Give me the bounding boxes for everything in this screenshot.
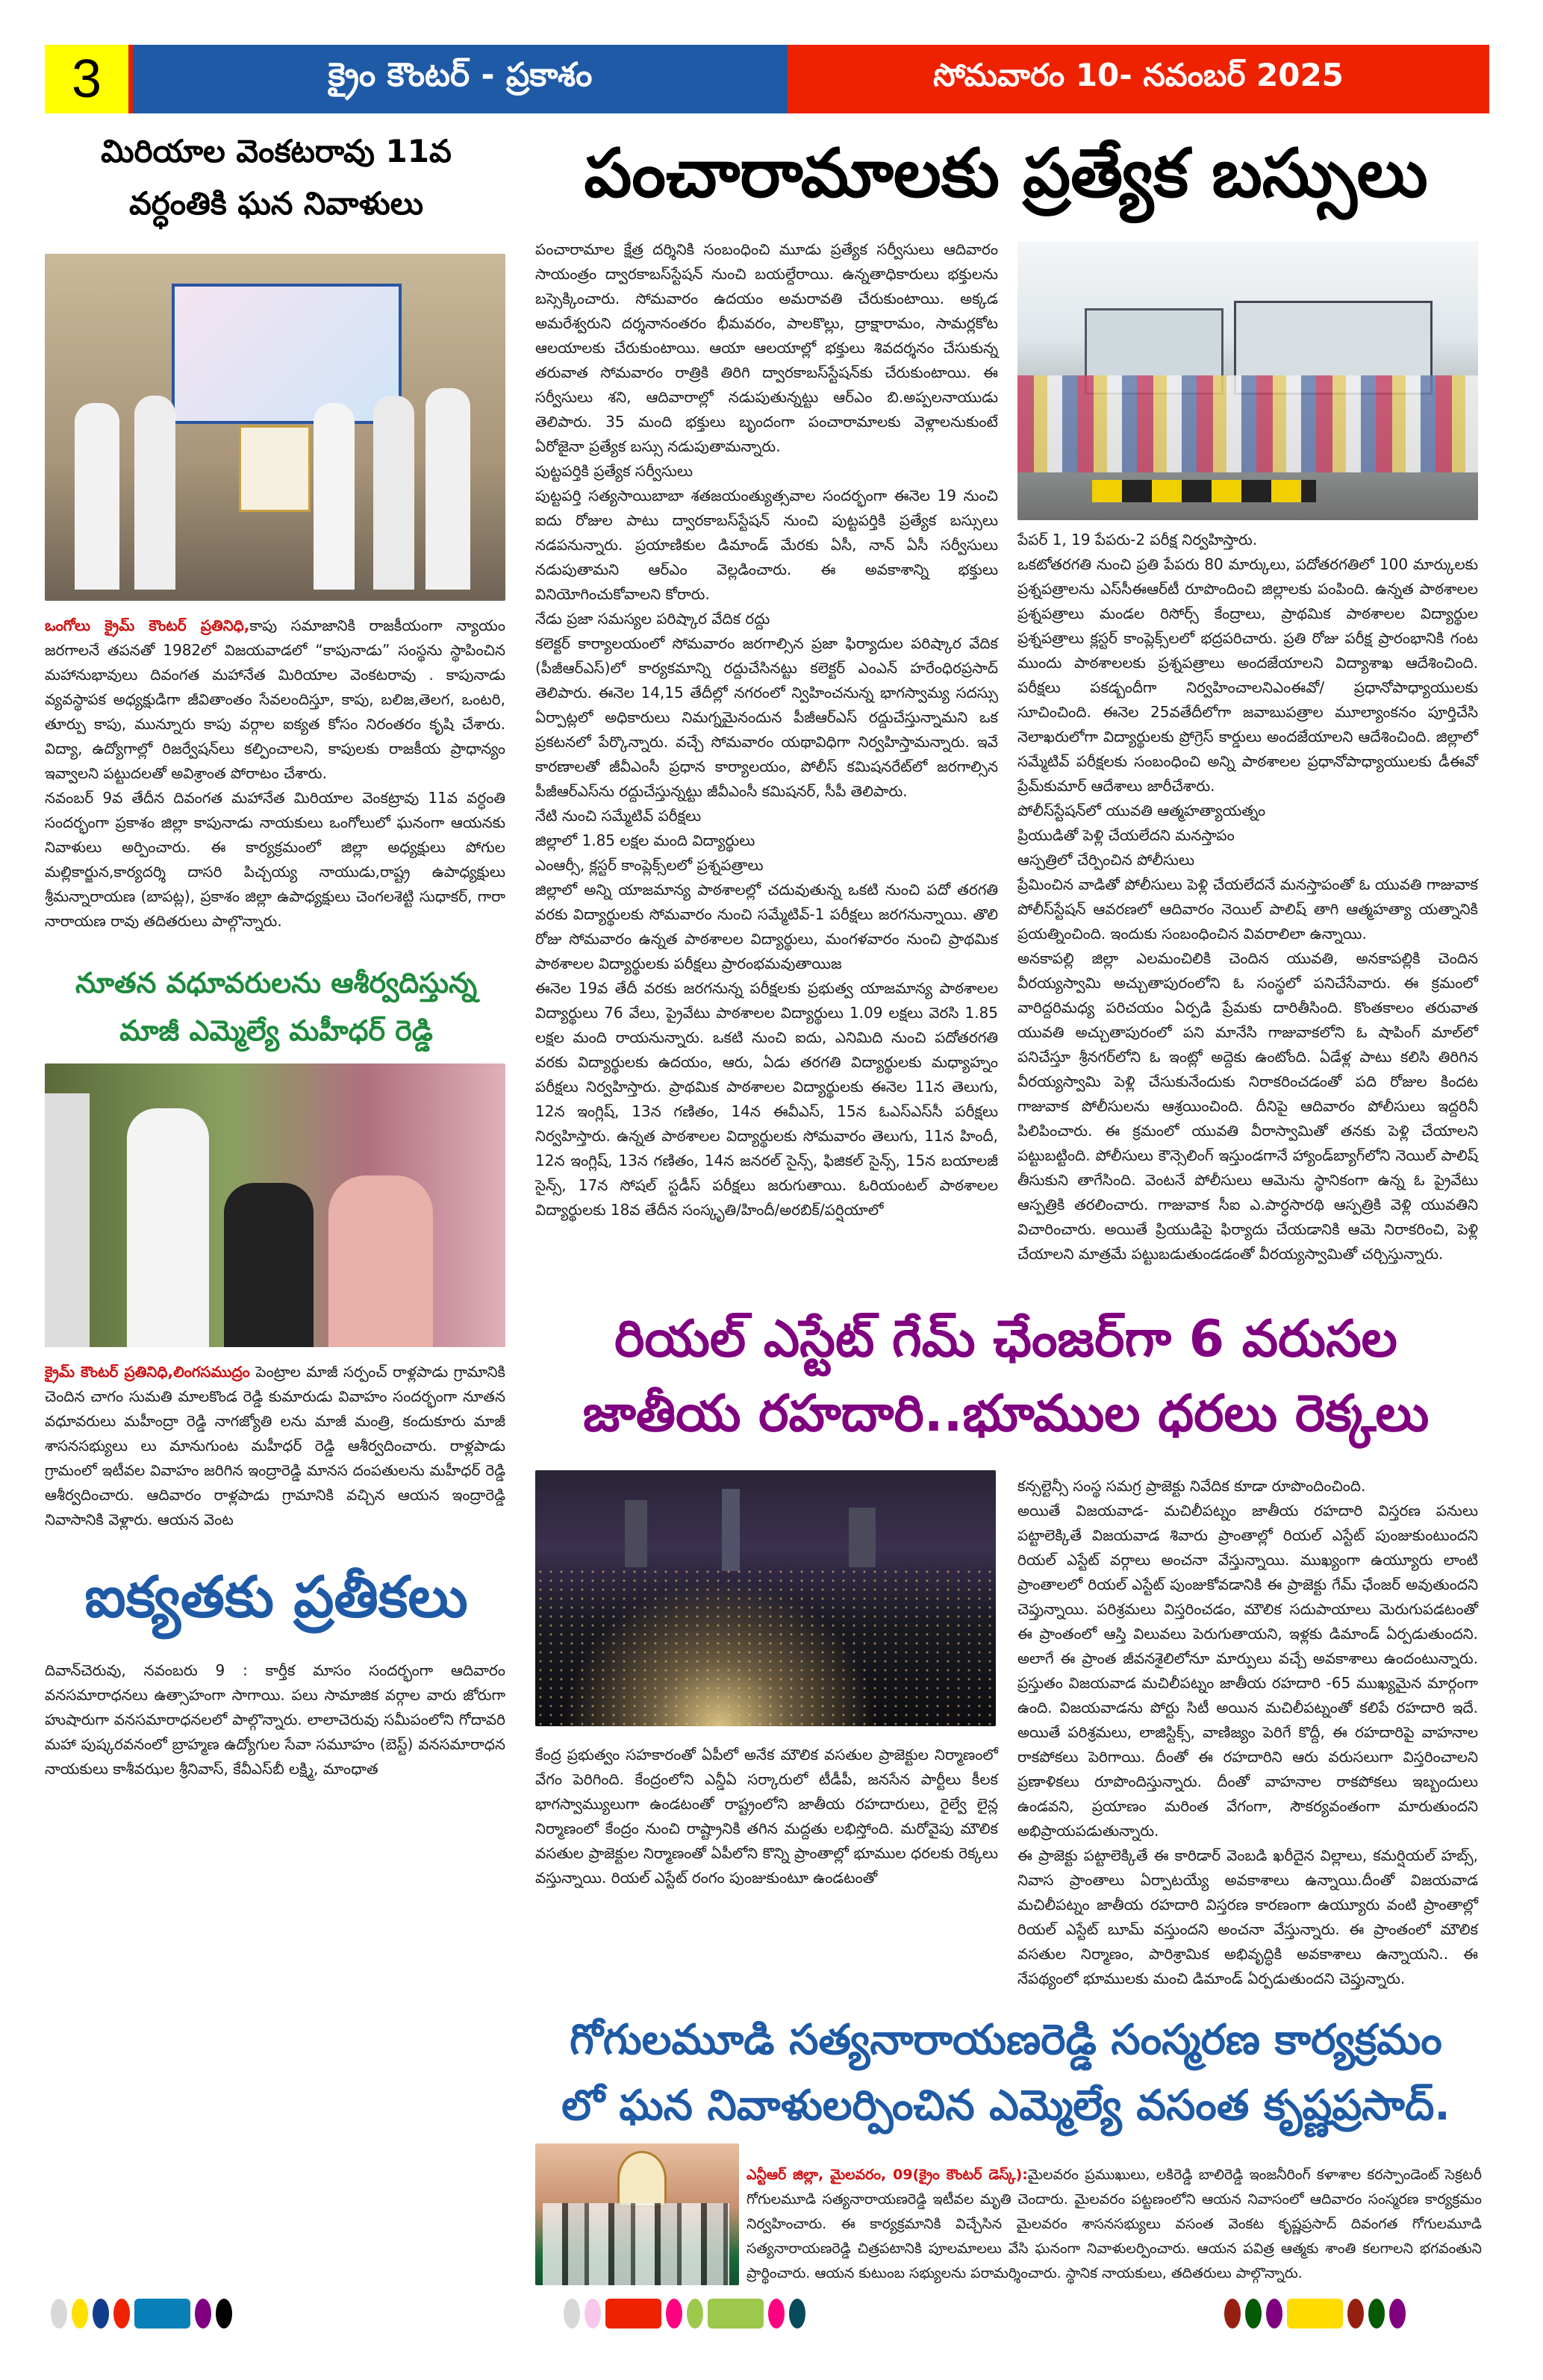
subheading: నేటి నుంచి సమ్మేటివ్ పరీక్షలు <box>535 807 702 825</box>
color-dot <box>93 2299 109 2329</box>
color-strip-center <box>564 2299 805 2329</box>
headline-line: నూతన వధూవరులను ఆశీర్వదిస్తున్న <box>75 966 478 999</box>
issue-date: సోమవారం 10- నవంబర్ 2025 <box>788 45 1489 113</box>
color-dot <box>216 2299 232 2329</box>
paragraph: దివాన్‌చెరువు, నవంబరు 9 : కార్తీక మాసం సందర్భంగా ఆదివారం వనసమారాధనలు ఉత్సాహంగా సాగాయి. పలు సామాజిక వర్గాల వారు జోరుగా హుషారుగా వనసమారాధనలలో పాల్గొన్నారు. లాలాచెరువు సమీపంలోని గోదావరి మహా పుష్కరవనంలో బ్రాహ్మణ ఉద్యోగుల సేవా సమూహం (బెస్ట్) వనసమారాధన నాయకులు కాశీవఝల శ్రీనివాస్, కేవీఎస్‌బీ లక్ష్మి, మాంధాత <box>45 1661 505 1778</box>
color-strip-left <box>51 2299 232 2329</box>
color-dot <box>666 2299 682 2329</box>
memorial-photo <box>535 2143 739 2285</box>
subheading: నేడు ప్రజా సమస్యల పరిష్కార వేదిక రద్దు <box>535 610 770 628</box>
color-bar <box>134 2299 190 2329</box>
headline-line: గోగులమూడి సత్యనారాయణరెడ్డి సంస్మరణ కార్యక్రమం <box>570 2016 1442 2064</box>
color-dot <box>195 2299 211 2329</box>
miriyala-headline <box>45 125 508 230</box>
color-bar <box>605 2299 661 2329</box>
subheading: జిల్లాలో 1.85 లక్షల మంది విద్యార్థులు <box>535 831 755 849</box>
subheading: పోలీస్‌స్టేషన్‌లో యువతి ఆత్మహత్యాయత్నం <box>1017 802 1266 819</box>
headline-line: రియల్ ఎస్టేట్ గేమ్ ఛేంజర్‌గా 6 వరుసల <box>614 1310 1397 1369</box>
paragraph: పేపర్ 1, 19 పేపరు-2 పరీక్ష నిర్వహిస్తారు. <box>1017 531 1258 549</box>
headline-line: మిరియాల వెంకటరావు 11వ <box>101 133 452 169</box>
color-dot <box>1368 2299 1385 2329</box>
color-dot <box>1224 2299 1241 2329</box>
subheading: ఎంఆర్సీ, క్లస్టర్ కాంప్లెక్స్‌లలో ప్రశ్నపత్రాలు <box>535 856 764 874</box>
paragraph: పుట్టపర్తి సత్యసాయిబాబా శతజయంత్యుత్సవాల సందర్భంగా ఈనెల 19 నుంచి ఐదు రోజుల పాటు ద్వారకాబస్‌స్టేషన్ నుంచి పుట్టపర్తికి ప్రత్యేక బస్సులు నడపనున్నారు. ప్రయాణికుల డిమాండ్ మేరకు ఏసీ, నాన్ ఏసీ సర్వీసులు నడుపుతామని ఆర్‌ఎం వెల్లడించారు. ఈ అవకాశాన్ని భక్తులు వినియోగించుకోవాలని కోరారు. <box>535 487 998 603</box>
color-dot <box>564 2299 580 2329</box>
buses-article-body-continued <box>1017 528 1478 1266</box>
paragraph: ఈనెల 19వ తేదీ వరకు జరగనున్న పరీక్షలకు ప్రభుత్వ యాజమాన్య పాఠశాలల విద్యార్థులు 76 వేలు, ప్రైవేటు పాఠశాలల విద్యార్థులు 1.09 లక్షలు వెరసి 1.85 లక్షల మంది రాయనున్నారు. ఒకటి నుంచి ఐదు, ఎనిమిది నుంచి పదోతరగతి వరకు విద్యార్థులకు ఉదయం, ఆరు, ఏడు తరగతి విద్యార్థులకు మధ్యాహ్నం పరీక్షలు నిర్వహిస్తారు. ప్రాథమిక పాఠశాలల విద్యార్థులకు ఈనెల 11న తెలుగు, 12న ఇంగ్లిష్, 13న గణితం, 14న ఈవీఎస్, 15న ఓఎస్‌ఎస్‌సీ పరీక్షలు నిర్వహిస్తారు. ఉన్నత పాఠశాలల విద్యార్థులకు సోమవారం తెలుగు, 11న హిందీ, 12న ఇంగ్లిష్, 13న గణితం, 14న జనరల్ సైన్స్, ఫిజికల్ సైన్స్, 15న బయాలజీ సైన్స్, 17న సోషల్ స్టడీస్ పరీక్షలు జరుగుతాయి. ఓరియంటల్ పాఠశాలల విద్యార్థులకు 18వ తేదీన సంస్కృతి/హిందీ/అరబిక్/పర్షియాలో <box>535 979 998 1219</box>
color-dot <box>72 2299 88 2329</box>
paragraph: కలెక్టర్ కార్యాలయంలో సోమవారం జరగాల్సిన ప్రజా ఫిర్యాదుల పరిష్కార వేదిక (పీజీఆర్‌ఎస్)లో కార్యకమాన్ని రద్దుచేసినట్టు కలెక్టర్ ఎంఎన్ హరేంధిరప్రసాద్ తెలిపారు. ఈనెల 14,15 తేదీల్లో నగరంలో న్విహించనున్న భాగస్వామ్య సదస్సు ఏర్పాట్లలో అధికారులు నిమగ్నమైనందున పీజీఆర్‌ఎస్ రద్దుచేస్తున్నామని ఒక ప్రకటనలో పేర్కొన్నారు. వచ్చే సోమవారం యథావిధిగా నిర్వహిస్తామన్నారు. ఇవే కారణాలతో జీవీఎంసీ ప్రధాన కార్యాలయం, పోలీస్ కమిషనరేట్‌లో జరగాల్సిన పీజీఆర్‌ఎస్‌ను రద్దుచేస్తున్నట్టు జీవీఎంసీ కమిషనర్, సీపీ తెలిపారు. <box>535 634 998 800</box>
paragraph: జిల్లాలో అన్ని యాజమాన్య పాఠశాలల్లో చదువుతున్న ఒకటి నుంచి పదో తరగతి వరకు విద్యార్థులకు సోమవారం నుంచి సమ్మేటివ్-1 పరీక్షలు జరగనున్నాయి. తొలి రోజు సోమవారం ఉన్నత పాఠశాలల విద్యార్థులు, మంగళవారం నుంచి ప్రాథమిక పాఠశాలల విద్యార్థులకు పరీక్షలు ప్రారంభమవుతాయిజ <box>535 881 998 972</box>
headline-line: వర్ధంతికి ఘన నివాళులు <box>128 185 424 222</box>
color-dot <box>1266 2299 1282 2329</box>
paragraph: నవంబర్ 9వ తేదీన దివంగత మహానేత మిరియాల వెంకట్రావు 11వ వర్ధంతి సందర్భంగా ప్రకాశం జిల్లా కాపునాడు నాయకులు ఒంగోలులో ఘనంగా ఆయనకు నివాళులు అర్పించారు. ఈ కార్యక్రమంలో జిల్లా అధ్యక్షులు పోగుల మల్లికార్జున,కార్యదర్శి దాసరి పిచ్చయ్య నాయుడు,రాష్ట్ర ఉపాధ్యక్షులు శ్రీమన్నారాయణ (బాపట్ల), ప్రకాశం జిల్లా ఉపాధ్యక్షులు చెంగలశెట్టి సుధాకర్, గారా నారాయణ రావు తదితరులు పాల్గొన్నారు. <box>45 789 505 930</box>
wedding-article-body <box>45 1360 505 1532</box>
page-number: 3 <box>45 45 133 113</box>
subheading: పుట్టపర్తికి ప్రత్యేక సర్వీసులు <box>535 462 693 480</box>
realestate-headline <box>523 1302 1489 1452</box>
paragraph: కన్సల్టెన్సీ సంస్థ సమగ్ర ప్రాజెక్టు నివేదిక కూడా రూపొందించింది. <box>1017 1477 1366 1495</box>
gogulamudi-headline <box>523 2008 1489 2139</box>
buses-article-body <box>535 237 998 1222</box>
subheading: ప్రియుడితో పెళ్లి చేయలేదని మనస్తాపం <box>1017 826 1235 844</box>
paragraph: ఈ ప్రాజెక్టు పట్టాలెక్కితే ఈ కారిడార్ వెంబడి ఖరీదైన విల్లాలు, కమర్షియల్ హబ్స్, నివాస ప్రాంతాలు ఏర్పాటయ్యే అవకాశాలు ఉన్నాయి.దీంతో విజయవాడ మచిలీపట్నం జాతీయ రహదారి విస్తరణ కారణంగా ఉయ్యూరు వంటి ప్రాంతాల్లో రియల్ ఎస్టేట్ బూమ్ వస్తుందని అంచనా వేస్తున్నారు. ఈ ప్రాంతంలో మౌలిక వసతుల నిర్మాణం, పారిశ్రామిక అభివృద్ధికి అవకాశాలు ఉన్నాయని.. ఈ నేపథ్యంలో భూములకు మంచి డిమాండ్ ఏర్పడుతుందని చెప్తున్నారు. <box>1017 1846 1478 1987</box>
dateline: క్రైమ్ కౌంటర్ ప్రతినిధి,లింగసముద్రం <box>45 1363 250 1381</box>
paragraph: కేంద్ర ప్రభుత్వం సహకారంతో ఏపీలో అనేక మౌలిక వసతుల ప్రాజెక్టుల నిర్మాణంలో వేగం పెరిగింది. కేంద్రంలోని ఎన్డీఏ సర్కారులో టీడీపీ, జనసేన పార్టీలు కీలక భాగస్వామ్యులుగా ఉండటంతో రాష్ట్రంలోని జాతీయ రహదారులు, రైల్వే లైన్ల నిర్మాణంలో కేంద్రం నుంచి రాష్ట్రానికి తగిన మద్దతు లభిస్తోంది. మరోవైపు మౌలిక వసతుల ప్రాజెక్టుల నిర్మాణంతో ఏపీలోని కొన్ని ప్రాంతాల్లో భూముల ధరలకు రెక్కలు వస్తున్నాయి. రియల్ ఎస్టేట్ రంగం పుంజుకుంటూ ఉండటంతో <box>535 1746 998 1887</box>
headline-line: లో ఘన నివాళులర్పించిన ఎమ్మెల్యే వసంత కృష్ణప్రసాద్. <box>561 2081 1450 2130</box>
buses-devotees-photo <box>1017 241 1478 520</box>
subheading: ఆస్పత్రిలో చేర్పించిన పోలీసులు <box>1017 851 1195 869</box>
color-dot <box>789 2299 805 2329</box>
paragraph: ప్రేమించిన వాడితో పోలీసులు పెళ్లి చేయలేదనే మనస్తాపంతో ఓ యువతి గాజువాక పోలీస్‌స్టేషన్ ఆవరణలో ఆదివారం నెయిల్ పాలిష్ తాగి ఆత్మహత్యా యత్నానికి ప్రయత్నించింది. ఇందుకు సంబంధించిన వివరాలిలా ఉన్నాయి. <box>1017 875 1478 943</box>
paragraph: పెంట్రాల మాజీ సర్పంచ్ రాళ్లపాడు గ్రామానికి చెందిన చాగం సుమతి మాలకొండ రెడ్డి కుమారుడు వివాహం సందర్భంగా నూతన వధూవరులు మహీంద్రా రెడ్డి నాగజ్యోతి లను మాజీ మంత్రి, కందుకూరు మాజీ శాసనసభ్యులు లు మానుగుంట మహీధర్ రెడ్డి ఆశీర్వదించారు. రాళ్లపాడు గ్రామంలో ఇటీవల వివాహం జరిగిన ఇంద్రారెడ్డి మానస దంపతులను మహీధర్ రెడ్డి ఆశీర్వదించారు. ఆదివారం రాళ్లపాడు గ్రామానికి వచ్చిన ఆయన ఇంద్రారెడ్డి నివాసానికి వెళ్లారు. ఆయన వెంట <box>45 1363 505 1528</box>
paragraph: కాపు సమాజానికి రాజకీయంగా న్యాయం జరగాలనే తపనతో 1982లో విజయవాడలో “కాపునాడు” సంస్థను స్థాపించిన మహానుభావులు దివంగత మహానేత మిరియాల వెంకటరావు . కాపునాడు వ్యవస్థాపక అధ్యక్షుడిగా జీవితాంతం సేవలందిస్తూ, కాపు, బలిజ,తెలగ, ఒంటరి, తూర్పు కాపు, మున్నూరు కాపు వర్గాల ఐక్యత కోసం నిరంతరం కృషి చేశారు. విద్యా, ఉద్యోగాల్లో రిజర్వేషన్‌లు కల్పించాలని, కాపులకు రాజకీయ ప్రాధాన్యం ఇవ్వాలని పట్టుదలతో అవిశ్రాంత పోరాటం చేశారు. <box>45 616 505 782</box>
wedding-blessing-photo <box>45 1063 505 1347</box>
color-dot <box>585 2299 601 2329</box>
gogulamudi-article-body <box>746 2163 1482 2286</box>
realestate-article-body <box>535 1743 998 1890</box>
color-dot <box>768 2299 785 2329</box>
color-dot <box>1245 2299 1262 2329</box>
miriyala-article-body <box>45 613 505 934</box>
dateline: ఒంగోలు క్రైమ్ కౌంటర్ ప్రతినిధి, <box>45 616 250 634</box>
color-dot <box>1389 2299 1406 2329</box>
buses-headline: పంచారామాలకు ప్రత్యేక బస్సులు <box>584 134 1428 213</box>
wedding-headline <box>45 959 508 1055</box>
realestate-article-body-continued <box>1017 1474 1478 1991</box>
kapunadu-tribute-photo <box>45 254 505 601</box>
headline-line: మాజీ ఎమ్మెల్యే మహీధర్ రెడ్డి <box>119 1014 433 1047</box>
paragraph: అయితే విజయవాడ- మచిలీపట్నం జాతీయ రహదారి విస్తరణ పనులు పట్టాలెక్కితే విజయవాడ శివారు ప్రాంతాల్లో రియల్ ఎస్టేట్ పుంజుకుంటుందని రియల్ ఎస్టేట్ వర్గాలు అంచనా వేస్తున్నాయి. ముఖ్యంగా ఉయ్యూరు లాంటి ప్రాంతాలలో రియల్ ఎస్టేట్ పుంజుకోవడానికి ఈ ప్రాజెక్టు గేమ్ ఛేంజర్ అవుతుందని చెప్తున్నాయి. పరిశ్రమలు విస్తరించడం, మౌలిక సదుపాయాలు మెరుగుపడటంతో ఈ ప్రాంతంలో ఆస్తి విలువలు పెరుగుతాయని, ఇళ్లకు డిమాండ్ ఏర్పడుతుందని. అలాగే ఈ ప్రాంత జీవనశైలిలోనూ మార్పులు వచ్చే అవకాశాలు ఉందంటున్నారు. ప్రస్తుతం విజయవాడ మచిలీపట్నం జాతీయ రహదారి -65 ముఖ్యమైన మార్గంగా ఉంది. విజయవాడను పోర్టు సిటీ అయిన మచిలీపట్నంతో కలిపే రహదారి ఇదే. అయితే పరిశ్రమలు, లాజిస్టిక్స్, వాణిజ్యం పెరిగే కొద్దీ, ఈ రహదారిపై వాహనాల రాకపోకలు పెరిగాయి. దీంతో ఈ రహదారిని ఆరు వరుసలుగా విస్తరించాలని ప్రణాళికలు రూపొందిస్తున్నారు. దీంతో వాహనాల రాకపోకలు ఇబ్బందులు ఉండవని, ప్రయాణం మరింత వేగంగా, సౌకర్యవంతంగా మారుతుందని అభిప్రాయపడుతున్నారు. <box>1017 1502 1478 1840</box>
unity-article-body <box>45 1658 505 1781</box>
color-bar <box>708 2299 764 2329</box>
color-bar <box>1287 2299 1343 2329</box>
dateline: ఎన్టీఆర్ జిల్లా, మైలవరం, 09(క్రైం కౌంటర్ డెస్క్): <box>746 2167 1028 2183</box>
color-dot <box>113 2299 130 2329</box>
edition-name: క్రైం కౌంటర్ - ప్రకాశం <box>133 45 788 113</box>
city-night-photo <box>535 1470 996 1726</box>
color-dot <box>687 2299 703 2329</box>
unity-headline: ఐక్యతకు ప్రతీకలు <box>84 1564 468 1630</box>
paragraph: పంచారామాల క్షేత్ర దర్శినికి సంబంధించి మూడు ప్రత్యేక సర్వీసులు ఆదివారం సాయంత్రం ద్వారకాబస్‌స్టేషన్ నుంచి బయల్దేరాయి. ఉన్నతాధికారులు భక్తులను బస్సెక్కించారు. సోమవారం ఉదయం అమరావతి చేరుకుంటాయి. అక్కడ అమరేశ్వరుని దర్శనానంతరం భీమవరం, పాలకొల్లు, ద్రాక్షారామం, సామర్లకోట ఆలయాలకు చేరుకుంటాయి. ఆయా ఆలయాల్లో భక్తులు శివదర్శనం చేసుకున్న తరువాత సోమవారం రాత్రికి తిరిగి ద్వారకాబస్‌స్టేషన్‌కు చేరుకుంటాయి. ఈ సర్వీసులు శని, ఆదివారాల్లో నడుపుతున్నట్టు ఆర్‌ఎం బి.అప్పలనాయుడు తెలిపారు. 35 మంది భక్తులు బృందంగా పంచారామాలకు వెళ్లాలనుకుంటే ఏరోజైనా ప్రత్యేక బస్సు నడుపుతామన్నారు. <box>535 240 998 455</box>
paragraph: అనకాపల్లి జిల్లా ఎలమంచిలికి చెందిన యువతి, అనకాపల్లికి చెందిన వీరయ్యస్వామి అచ్చుతాపురంలోని ఓ సంస్థలో పనిచేసేవారు. ఈ క్రమంలో వారిద్దరిమధ్య పరిచయం ఏర్పడి ప్రేమకు దారితీసింది. కొంతకాలం తరువాత యువతి అచ్చుతాపురంలో పని మానేసి గాజువాకలోని ఓ షాపింగ్ మాల్‌లో పనిచేస్తూ శ్రీనగర్‌లోని ఓ ఇంట్లో అద్దెకు ఉంటోంది. ఏడేళ్ల పాటు కలిసి తిరిగిన వీరయ్యస్వామి పెళ్లి చేసుకునేందుకు నిరాకరించడంతో పది రోజుల కిందట గాజువాక పోలీసులను ఆశ్రయించింది. దీనిపై ఆదివారం పోలీసులు ఇద్దరినీ పిలిపించారు. ఈ క్రమంలో యువతి వీరాస్వామితో తనకు పెళ్లి చేయాలని పట్టుబట్టింది. పోలీసులు కౌన్సెలింగ్ ఇస్తుండగానే హ్యాండ్‌బ్యాగ్‌లోని నెయిల్ పాలిష్ తీసుకుని తాగేసింది. వెంటనే పోలీసులు ఆమెను స్థానికంగా ఉన్న ఓ ప్రైవేటు ఆస్పత్రికి తరలించారు. గాజువాక సీఐ ఎ.పార్ధసారథి ఆస్పత్రికి వెళ్లి యువతిని విచారించారు. అయితే ప్రియుడిపై ఫిర్యాదు చేయడానికి ఆమె నిరాకరించి, పెళ్లి చేయాలని మాత్రమే పట్టుబడుతుండడంతో వీరయ్యస్వామితో చర్చిస్తున్నారు. <box>1017 949 1478 1263</box>
paragraph: మైలవరం ప్రముఖులు, లకిరెడ్డి బాలిరెడ్డి ఇంజనీరింగ్ కళాశాల కరస్పాండెంట్ సెక్రటరీ గోగులమూడి సత్యనారాయణరెడ్డి ఇటీవల మృతి చెందారు. మైలవరం పట్టణంలోని ఆయన నివాసంలో ఆదివారం సంస్మరణ కార్యక్రమం నిర్వహించారు. ఈ కార్యక్రమానికి విచ్చేసిన మైలవరం శాసనసభ్యులు వసంత వెంకట కృష్ణప్రసాద్ దివంగత గోగులమూడి సత్యనారాయణరెడ్డి చిత్రపటానికి పూలమాలలు వేసి ఘనంగా నివాళులర్పించారు. ఆయన పవిత్ర ఆత్మకు శాంతి కలగాలని భగవంతుని ప్రార్థించారు. ఆయన కుటుంబ సభ్యులను పరామర్శించారు. స్థానిక నాయకులు, తదితరులు పాల్గొన్నారు. <box>746 2167 1482 2281</box>
color-strip-right <box>1224 2299 1406 2329</box>
color-dot <box>1347 2299 1364 2329</box>
color-dot <box>51 2299 67 2329</box>
paragraph: ఒకటోతరగతి నుంచి ప్రతి పేపరు 80 మార్కులు, పదోతరగతిలో 100 మార్కులకు ప్రశ్నపత్రాలను ఎస్‌సీఈఆర్‌టీ రూపొందించి జిల్లాలకు పంపింది. ఉన్నత పాఠశాలల ప్రశ్నపత్రాలు మండల రిసోర్స్ కేంద్రాలు, ప్రాథమిక పాఠశాలల విద్యార్థుల ప్రశ్నపత్రాలు క్లస్టర్ కాంప్లెక్స్‌లలో భద్రపరిచారు. ప్రతి రోజు పరీక్ష ప్రారంభానికి గంట ముందు పాఠశాలలకు ప్రశ్నపత్రాలు అందజేయాలని విద్యాశాఖ ఆదేశించింది. పరీక్షలు పకడ్బందీగా నిర్వహించాలనిఎంఈవో/ ప్రధానోపాధ్యాయులకు సూచించింది. ఈనెల 25వతేదీలోగా జవాబుపత్రాల మూల్యాంకనం పూర్తిచేసి నెలాఖరులోగా విద్యార్థులకు ప్రోగ్రెస్ కార్డులు అందజేయాలని ఆదేశించింది. జిల్లాలో సమ్మేటివ్ పరీక్షలకు సంబంధించి అన్ని పాఠశాలల ప్రధానోపాధ్యాయులకు డీఈవో ప్రేమ్‌కుమార్ ఆదేశాలు జారీచేశారు. <box>1017 555 1478 795</box>
headline-line: జాతీయ రహదారి..భూముల ధరలు రెక్కలు <box>582 1384 1430 1443</box>
